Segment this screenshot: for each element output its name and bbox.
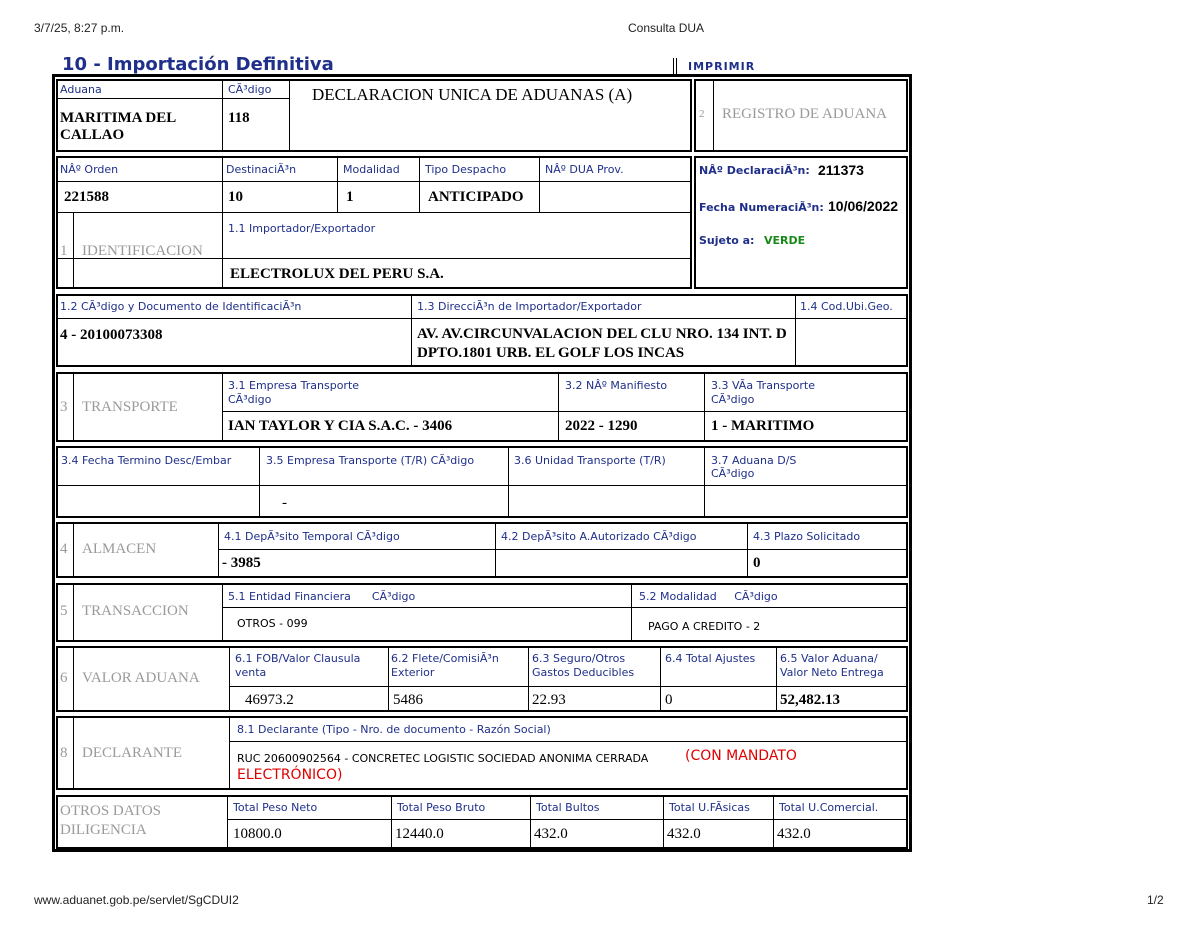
divider (218, 549, 908, 550)
divider (704, 372, 705, 442)
print-link[interactable]: IMPRIMIR (688, 60, 756, 73)
fob-label: 6.1 FOB/Valor Clausula (235, 652, 361, 665)
entidad-financiera-label: 5.1 Entidad Financiera CÃ³digo (228, 590, 416, 603)
unidad-transporte-label: 3.6 Unidad Transporte (T/R) (514, 454, 666, 467)
destinacion-label: DestinaciÃ³n (226, 163, 297, 176)
flete-value: 5486 (393, 692, 423, 708)
via-transporte-label: 3.3 VÃa Transporte (711, 379, 815, 392)
aduana-value: MARITIMA DEL CALLAO (60, 110, 176, 143)
sujeto-value: VERDE (764, 234, 806, 247)
documento-label: 1.2 CÃ³digo y Documento de IdentificaciÃ³n (60, 300, 302, 313)
codigo-label: CÃ³digo (228, 83, 272, 96)
plazo-label: 4.3 Plazo Solicitado (753, 530, 861, 543)
divider (227, 795, 228, 849)
aduana-label: Aduana (60, 83, 102, 96)
divider (56, 181, 692, 182)
registro-label: REGISTRO DE ADUANA (722, 106, 887, 122)
direccion-line-2: DPTO.1801 URB. EL GOLF LOS INCAS (417, 345, 685, 361)
ubigeo-label: 1.4 Cod.Ubi.Geo. (800, 300, 893, 313)
mandato-line-2: ELECTRÓNICO) (237, 767, 343, 783)
divider (704, 446, 705, 518)
divider (388, 646, 389, 712)
via-transporte-value: 1 - MARITIMO (711, 418, 815, 434)
divider (508, 446, 509, 518)
registro-number: 2 (699, 108, 705, 120)
divider (411, 294, 412, 367)
section-5-title: TRANSACCION (82, 603, 189, 619)
tipo-despacho-label: Tipo Despacho (425, 163, 507, 176)
unidades-fisicas-value: 432.0 (667, 826, 701, 842)
divider (528, 646, 529, 712)
section-3-title: TRANSPORTE (82, 399, 178, 415)
orden-label: NÂº Orden (60, 163, 119, 176)
importer-label: 1.1 Importador/Exportador (228, 222, 376, 235)
divider (56, 98, 290, 99)
deposito-autorizado-label: 4.2 DepÃ³sito A.Autorizado CÃ³digo (501, 530, 697, 543)
divider (776, 646, 777, 712)
empresa-tr-label: 3.5 Empresa Transporte (T/R) CÃ³digo (266, 454, 475, 467)
empresa-transporte-label: 3.1 Empresa Transporte (228, 379, 360, 392)
modalidad-pago-label: 5.2 Modalidad CÃ³digo (639, 590, 778, 603)
divider (222, 411, 908, 412)
print-datetime: 3/7/25, 8:27 p.m. (34, 21, 125, 35)
divider (773, 795, 774, 849)
divider (289, 79, 290, 152)
ajustes-label: 6.4 Total Ajustes (665, 652, 756, 665)
print-url: www.aduanet.gob.pe/servlet/SgCDUI2 (34, 893, 239, 907)
divider (222, 213, 223, 288)
divider (218, 522, 219, 578)
seguro-label: 6.3 Seguro/Otros (532, 652, 626, 665)
divider (676, 58, 677, 74)
fob-value: 46973.2 (245, 692, 294, 708)
direccion-line-1: AV. AV.CIRCUNVALACION DEL CLU NRO. 134 INT. D (417, 326, 787, 342)
dua-prov-label: NÂº DUA Prov. (545, 163, 624, 176)
mandato-line-1: (CON MANDATO (685, 748, 797, 764)
tipo-despacho-value: ANTICIPADO (428, 189, 524, 205)
unidades-comerciales-label: Total U.Comercial. (779, 801, 879, 814)
sujeto-label: Sujeto a: (699, 234, 755, 247)
peso-neto-value: 10800.0 (233, 826, 282, 842)
declarante-label: 8.1 Declarante (Tipo - Nro. de documento - Razón Social) (237, 723, 551, 736)
section-4-number: 4 (60, 541, 68, 557)
fecha-numeracion-value: 10/06/2022 (828, 198, 899, 214)
bultos-label: Total Bultos (536, 801, 600, 814)
divider (631, 583, 632, 642)
section-4-title: ALMACEN (82, 541, 157, 557)
manifiesto-label: 3.2 NÂº Manifiesto (565, 379, 668, 392)
empresa-tr-value: - (282, 495, 287, 511)
empresa-transporte-value: IAN TAYLOR Y CIA S.A.C. - 3406 (228, 418, 453, 434)
entidad-financiera-value: OTROS - 099 (237, 617, 308, 630)
section-3-number: 3 (60, 399, 68, 415)
divider (56, 485, 908, 486)
orden-value: 221588 (64, 189, 109, 205)
divider (56, 212, 692, 213)
divider (747, 522, 748, 578)
print-page-title: Consulta DUA (628, 21, 705, 35)
fob-label-2: venta (235, 666, 267, 679)
modalidad-label: Modalidad (343, 163, 400, 176)
direccion-label: 1.3 DirecciÃ³n de Importador/Exportador (417, 300, 642, 313)
divider (495, 522, 496, 578)
flete-label-2: Exterior (391, 666, 435, 679)
importer-value: ELECTROLUX DEL PERU S.A. (230, 266, 444, 282)
valor-aduana-label: 6.5 Valor Aduana/ (780, 652, 878, 665)
divider (73, 522, 74, 578)
unidades-comerciales-value: 432.0 (777, 826, 811, 842)
divider (795, 294, 796, 367)
divider (558, 372, 559, 442)
section-1-number: 1 (60, 243, 68, 259)
divider (391, 795, 392, 849)
modalidad-value: 1 (346, 189, 354, 205)
declarante-value: RUC 20600902564 - CONCRETEC LOGISTIC SOCIEDAD ANONIMA CERRADA (237, 752, 649, 765)
manifiesto-value: 2022 - 1290 (565, 418, 638, 434)
divider (229, 716, 230, 790)
modalidad-pago-value: PAGO A CREDITO - 2 (648, 620, 761, 633)
fecha-termino-label: 3.4 Fecha Termino Desc/Embar (61, 454, 232, 467)
declaracion-num-label: NÂº DeclaraciÃ³n: (699, 164, 810, 177)
section-8-number: 8 (60, 745, 68, 761)
peso-bruto-value: 12440.0 (395, 826, 444, 842)
section-8-title: DECLARANTE (82, 745, 182, 761)
divider (259, 446, 260, 518)
divider (222, 79, 223, 152)
diligencia-title: DILIGENCIA (60, 822, 147, 838)
document-title: 10 - Importación Definitiva (62, 54, 334, 75)
unidades-fisicas-label: Total U.FÃsicas (669, 801, 750, 814)
section-1-title: IDENTIFICACION (82, 243, 203, 259)
divider (73, 213, 74, 288)
ajustes-value: 0 (665, 692, 673, 708)
documento-value: 4 - 20100073308 (60, 327, 163, 343)
section-6-number: 6 (60, 670, 68, 686)
divider (227, 819, 908, 820)
via-transporte-codigo-label: CÃ³digo (711, 393, 755, 406)
plazo-value: 0 (753, 555, 761, 571)
aduana-ds-label: 3.7 Aduana D/S (711, 454, 797, 467)
divider (539, 156, 540, 213)
bultos-value: 432.0 (534, 826, 568, 842)
divider (663, 795, 664, 849)
deposito-temporal-label: 4.1 DepÃ³sito Temporal CÃ³digo (224, 530, 400, 543)
flete-label: 6.2 Flete/ComisiÃ³n (391, 652, 499, 665)
peso-neto-label: Total Peso Neto (233, 801, 318, 814)
section-6-title: VALOR ADUANA (82, 670, 200, 686)
aduana-ds-codigo-label: CÃ³digo (711, 467, 755, 480)
deposito-temporal-value: - 3985 (222, 555, 261, 571)
seguro-label-2: Gastos Deducibles (532, 666, 635, 679)
fecha-numeracion-label: Fecha NumeraciÃ³n: (699, 201, 824, 214)
declaracion-num-value: 211373 (818, 162, 864, 178)
divider (337, 156, 338, 213)
divider (419, 156, 420, 213)
valor-aduana-value: 52,482.13 (780, 692, 840, 708)
codigo-value: 118 (228, 110, 250, 126)
print-page-number: 1/2 (1147, 893, 1164, 907)
empresa-transporte-codigo-label: CÃ³digo (228, 393, 272, 406)
valor-aduana-label-2: Valor Neto Entrega (780, 666, 884, 679)
divider (56, 318, 908, 319)
divider (73, 583, 74, 642)
divider (73, 716, 74, 790)
divider (229, 646, 230, 712)
divider (73, 646, 74, 712)
divider (222, 156, 223, 213)
divider (73, 372, 74, 442)
divider (660, 646, 661, 712)
divider (229, 686, 908, 687)
divider (673, 58, 674, 74)
divider (222, 583, 223, 642)
divider (229, 741, 908, 742)
otros-datos-title: OTROS DATOS (60, 803, 161, 819)
divider (222, 607, 908, 608)
divider (222, 372, 223, 442)
section-5-number: 5 (60, 603, 68, 619)
seguro-value: 22.93 (532, 692, 566, 708)
peso-bruto-label: Total Peso Bruto (397, 801, 486, 814)
divider (713, 79, 714, 152)
divider (530, 795, 531, 849)
form-title: DECLARACION UNICA DE ADUANAS (A) (312, 85, 633, 104)
destinacion-value: 10 (228, 189, 243, 205)
